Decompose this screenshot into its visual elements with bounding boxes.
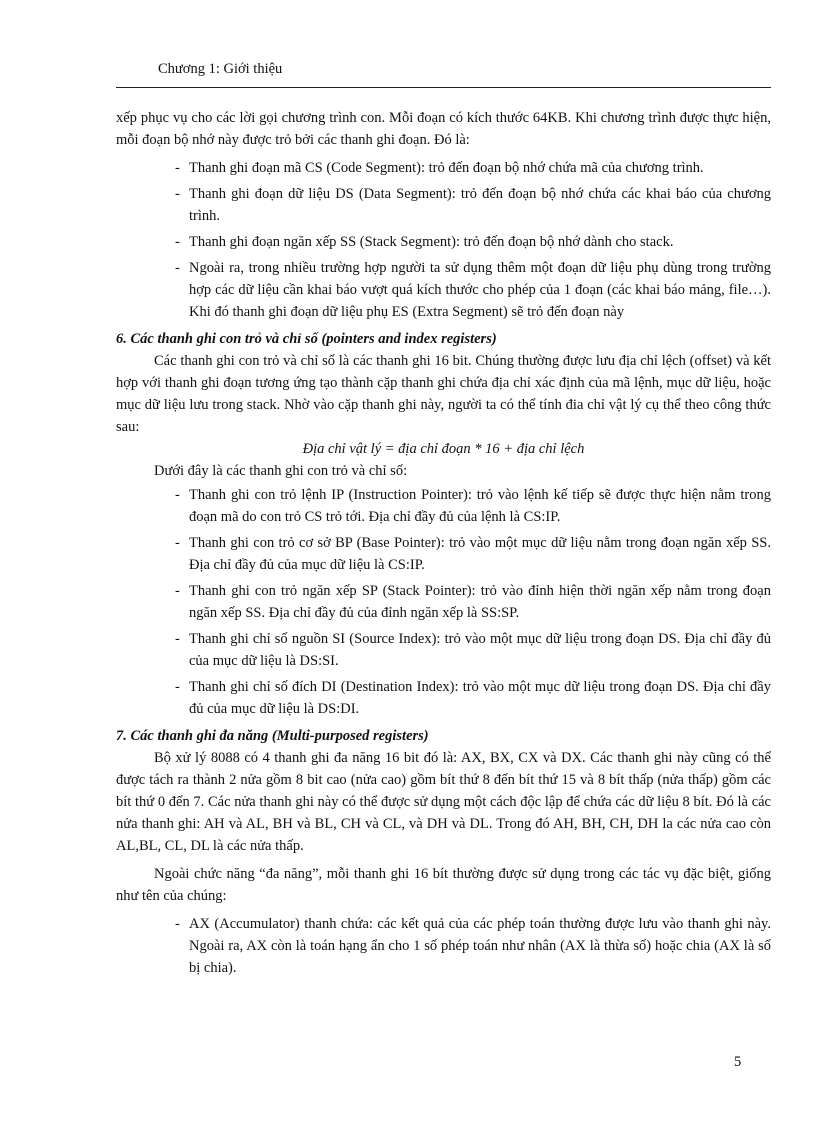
general-register-list [116,913,771,979]
list-item: - Thanh ghi con trỏ lệnh IP (Instruction Pointer): trỏ vào lệnh kế tiếp sẽ được thực hiện nằm trong đoạn mã do con trỏ CS trỏ tới. Địa chỉ đầy đủ của lệnh là CS:IP. [175,487,771,525]
page-body [116,107,771,984]
list-item: - Thanh ghi đoạn dữ liệu DS (Data Segment): trỏ đến đoạn bộ nhớ chứa các khai báo của chương trình. [175,186,771,224]
list-item: - Thanh ghi con trỏ ngăn xếp SP (Stack Pointer): trỏ vào đỉnh hiện thời ngăn xếp nằm trong đoạn ngăn xếp SS. Địa chỉ đầy đủ của đỉnh ngăn xếp là SS:SP. [175,583,771,621]
list-item: - Thanh ghi đoạn mã CS (Code Segment): trỏ đến đoạn bộ nhớ chứa mã của chương trình. [175,160,704,176]
section-7-heading: 7. Các thanh ghi đa năng (Multi-purposed registers) [116,728,429,744]
page-number: 5 [734,1054,742,1070]
segment-register-list [116,157,771,323]
pointer-register-list [116,484,771,720]
section-7-paragraph-1: Bộ xử lý 8088 có 4 thanh ghi đa năng 16 bit đó là: AX, BX, CX và DX. Các thanh ghi này cũng có thể được tách ra thành 2 nửa gồm 8 bit cao (nửa cao) gồm bít thứ 8 đến bít thứ 15 và 8 bít thấp (nửa thấp) gồm các bít thứ 0 đến 7. Các nửa thanh ghi này có thể được sử dụng một cách độc lập để chứa các dữ liệu 8 bít. Đó là các nửa thanh ghi: AH và AL, BH và BL, CH và CL, và DH và DL. Trong đó AH, BH, CH, DH la các nửa cao còn AL,BL, CL, DL là các nửa thấp. [116,750,771,854]
list-item: - Ngoài ra, trong nhiều trường hợp người ta sử dụng thêm một đoạn dữ liệu phụ dùng trong trường hợp các dữ liệu cần khai báo vượt quá kích thước cho phép của 1 đoạn (các khai báo mảng, file…). Khi đó thanh ghi đoạn dữ liệu phụ ES (Extra Segment) sẽ trỏ đến đoạn này [175,260,771,320]
list-item: - AX (Accumulator) thanh chứa: các kết quả của các phép toán thường được lưu vào thanh ghi này. Ngoài ra, AX còn là toán hạng ẩn cho 1 số phép toán như nhân (AX là thừa số) hoặc chia (AX là số bị chia). [175,916,771,976]
list-item: - Thanh ghi con trỏ cơ sở BP (Base Pointer): trỏ vào một mục dữ liệu nằm trong đoạn ngăn xếp SS. Địa chỉ đầy đủ của mục dữ liệu là CS:IP. [175,535,771,573]
list-item: - Thanh ghi đoạn ngăn xếp SS (Stack Segment): trỏ đến đoạn bộ nhớ dành cho stack. [175,234,674,250]
section-6-paragraph: Các thanh ghi con trỏ và chỉ số là các thanh ghi 16 bit. Chúng thường được lưu địa chỉ lệch (offset) và kết hợp với thanh ghi đoạn tương ứng tạo thành cặp thanh ghi chứa địa chỉ xác định của mã lệnh, mục dữ liệu, hoặc mục dữ liệu lưu trong stack. Nhờ vào cặp thanh ghi này, người ta có thể tính đia chỉ vật lý cụ thể theo công thức sau: [116,353,771,435]
list-item: - Thanh ghi chỉ số đích DI (Destination Index): trỏ vào một mục dữ liệu trong đoạn DS. Địa chỉ đầy đủ của mục dữ liệu là DS:DI. [175,679,771,717]
page-header-title: Chương 1: Giới thiệu [158,61,283,77]
pointer-list-intro: Dưới đây là các thanh ghi con trỏ và chỉ số: [154,463,408,479]
header-divider [116,87,771,88]
section-6-heading: 6. Các thanh ghi con trỏ và chỉ số (pointers and index registers) [116,331,497,347]
intro-paragraph: xếp phục vụ cho các lời gọi chương trình con. Mỗi đoạn có kích thước 64KB. Khi chương trình được thực hiện, mỗi đoạn bộ nhớ này được trỏ bởi các thanh ghi đoạn. Đó là: [116,110,771,148]
section-7-paragraph-2: Ngoài chức năng “đa năng”, mỗi thanh ghi 16 bít thường được sử dụng trong các tác vụ đặc biệt, giống như tên của chúng: [116,866,771,904]
address-formula: Địa chỉ vật lý = địa chỉ đoạn * 16 + địa chỉ lệch [302,441,585,457]
list-item: - Thanh ghi chỉ số nguồn SI (Source Index): trỏ vào một mục dữ liệu trong đoạn DS. Địa chỉ đầy đủ của mục dữ liệu là DS:SI. [175,631,771,669]
